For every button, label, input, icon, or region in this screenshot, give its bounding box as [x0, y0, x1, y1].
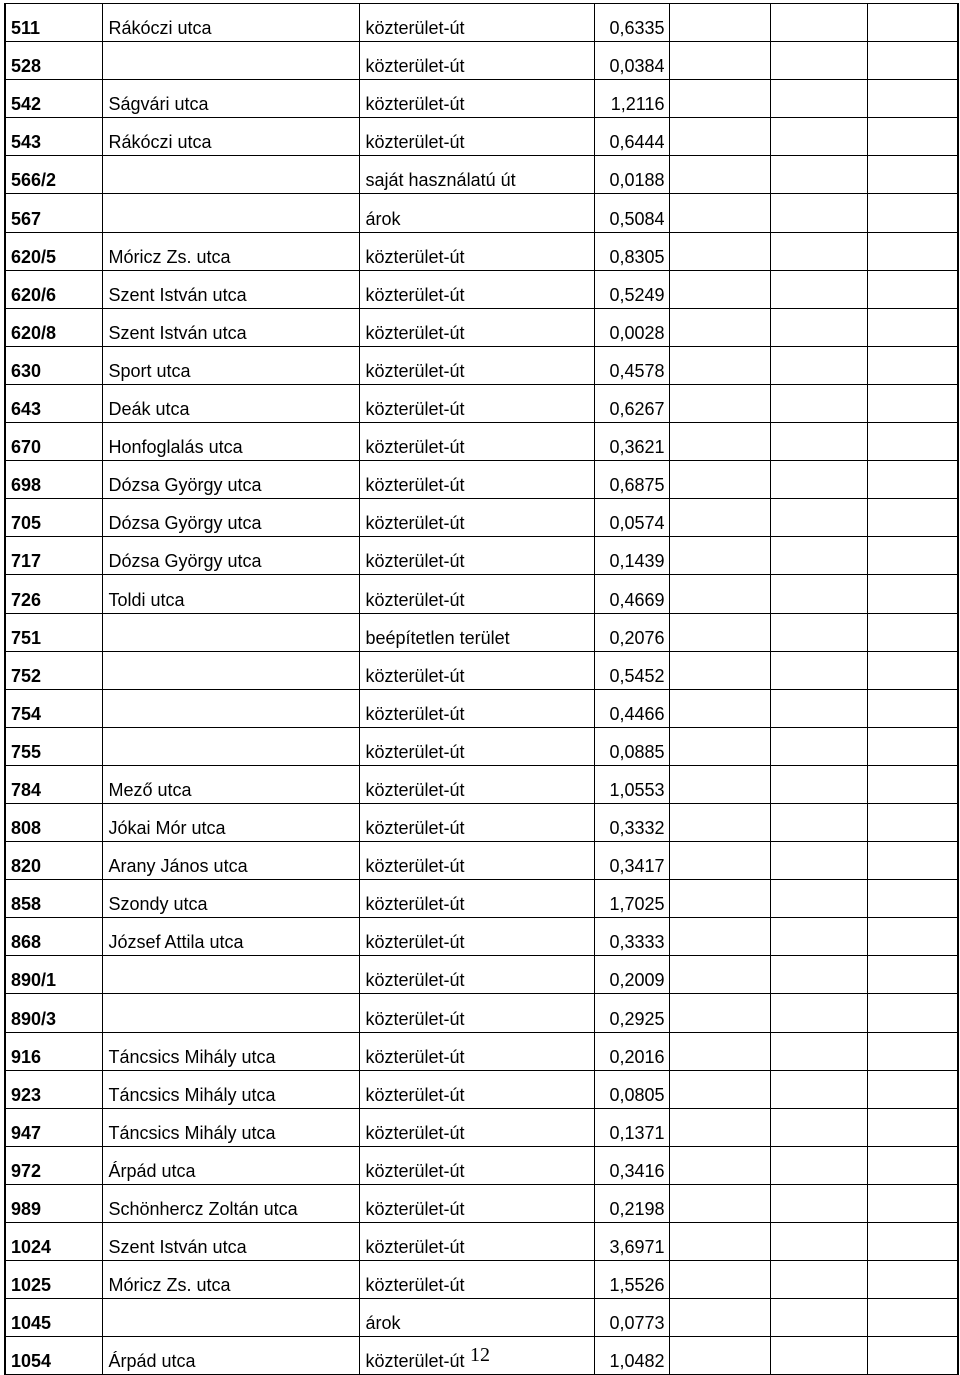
empty-cell — [669, 1146, 770, 1184]
empty-cell — [770, 232, 867, 270]
table-row — [5, 461, 958, 499]
empty-cell — [770, 613, 867, 651]
hrsz-cell: 754 — [5, 689, 102, 727]
empty-cell — [669, 194, 770, 232]
empty-cell — [770, 80, 867, 118]
land-use-cell: közterület-út — [359, 1223, 594, 1261]
area-cell: 0,0773 — [594, 1299, 669, 1337]
empty-cell — [669, 118, 770, 156]
land-use-cell: közterület-út — [359, 1337, 594, 1375]
empty-cell — [770, 461, 867, 499]
street-name-cell — [102, 156, 359, 194]
empty-cell — [669, 727, 770, 765]
empty-cell — [770, 194, 867, 232]
table-row — [5, 727, 958, 765]
street-name-cell — [102, 727, 359, 765]
land-use-cell: közterület-út — [359, 232, 594, 270]
empty-cell — [770, 4, 867, 42]
empty-cell — [867, 880, 958, 918]
street-name-cell: Honfoglalás utca — [102, 423, 359, 461]
area-cell: 0,6335 — [594, 4, 669, 42]
street-name-cell: Táncsics Mihály utca — [102, 1070, 359, 1108]
empty-cell — [669, 156, 770, 194]
hrsz-cell: 923 — [5, 1070, 102, 1108]
parcel-table-body — [5, 4, 958, 1375]
empty-cell — [770, 384, 867, 422]
empty-cell — [867, 1261, 958, 1299]
street-name-cell — [102, 689, 359, 727]
empty-cell — [669, 918, 770, 956]
empty-cell — [867, 384, 958, 422]
table-row — [5, 651, 958, 689]
empty-cell — [669, 1108, 770, 1146]
hrsz-cell: 643 — [5, 384, 102, 422]
area-cell: 0,4466 — [594, 689, 669, 727]
table-row — [5, 918, 958, 956]
area-cell: 1,0553 — [594, 765, 669, 803]
street-name-cell: József Attila utca — [102, 918, 359, 956]
street-name-cell: Arany János utca — [102, 842, 359, 880]
empty-cell — [770, 1146, 867, 1184]
land-use-cell: közterület-út — [359, 461, 594, 499]
hrsz-cell: 947 — [5, 1108, 102, 1146]
table-row — [5, 499, 958, 537]
land-use-cell: közterület-út — [359, 575, 594, 613]
empty-cell — [669, 1223, 770, 1261]
land-use-cell: árok — [359, 1299, 594, 1337]
empty-cell — [867, 156, 958, 194]
area-cell: 0,3333 — [594, 918, 669, 956]
table-row — [5, 1108, 958, 1146]
empty-cell — [867, 80, 958, 118]
area-cell: 0,2009 — [594, 956, 669, 994]
street-name-cell: Táncsics Mihály utca — [102, 1108, 359, 1146]
empty-cell — [867, 765, 958, 803]
table-row — [5, 118, 958, 156]
empty-cell — [867, 613, 958, 651]
street-name-cell: Rákóczi utca — [102, 4, 359, 42]
empty-cell — [770, 956, 867, 994]
area-cell: 0,0384 — [594, 42, 669, 80]
land-use-cell: közterület-út — [359, 499, 594, 537]
hrsz-cell: 620/5 — [5, 232, 102, 270]
empty-cell — [867, 499, 958, 537]
hrsz-cell: 989 — [5, 1184, 102, 1222]
land-use-cell: közterület-út — [359, 956, 594, 994]
table-row — [5, 880, 958, 918]
land-use-cell: közterület-út — [359, 80, 594, 118]
table-row — [5, 1261, 958, 1299]
land-use-cell: közterület-út — [359, 308, 594, 346]
hrsz-cell: 972 — [5, 1146, 102, 1184]
land-use-cell: közterület-út — [359, 918, 594, 956]
empty-cell — [867, 803, 958, 841]
land-use-cell: közterület-út — [359, 4, 594, 42]
empty-cell — [770, 1108, 867, 1146]
table-row — [5, 803, 958, 841]
land-use-cell: közterület-út — [359, 42, 594, 80]
empty-cell — [669, 803, 770, 841]
hrsz-cell: 620/6 — [5, 270, 102, 308]
empty-cell — [770, 651, 867, 689]
area-cell: 0,1439 — [594, 537, 669, 575]
table-row — [5, 232, 958, 270]
area-cell: 0,0805 — [594, 1070, 669, 1108]
area-cell: 0,2198 — [594, 1184, 669, 1222]
table-row — [5, 613, 958, 651]
empty-cell — [770, 880, 867, 918]
empty-cell — [867, 956, 958, 994]
empty-cell — [669, 994, 770, 1032]
land-use-cell: beépítetlen terület — [359, 613, 594, 651]
area-cell: 1,2116 — [594, 80, 669, 118]
area-cell: 0,3621 — [594, 423, 669, 461]
area-cell: 0,3417 — [594, 842, 669, 880]
empty-cell — [867, 1223, 958, 1261]
table-row — [5, 1223, 958, 1261]
area-cell: 0,0028 — [594, 308, 669, 346]
street-name-cell: Szent István utca — [102, 1223, 359, 1261]
hrsz-cell: 511 — [5, 4, 102, 42]
table-row — [5, 1184, 958, 1222]
empty-cell — [669, 613, 770, 651]
area-cell: 0,2016 — [594, 1032, 669, 1070]
empty-cell — [867, 346, 958, 384]
street-name-cell: Árpád utca — [102, 1337, 359, 1375]
area-cell: 1,5526 — [594, 1261, 669, 1299]
area-cell: 0,6267 — [594, 384, 669, 422]
street-name-cell: Rákóczi utca — [102, 118, 359, 156]
hrsz-cell: 528 — [5, 42, 102, 80]
land-use-cell: közterület-út — [359, 803, 594, 841]
empty-cell — [867, 537, 958, 575]
street-name-cell: Schönhercz Zoltán utca — [102, 1184, 359, 1222]
hrsz-cell: 890/3 — [5, 994, 102, 1032]
area-cell: 0,3332 — [594, 803, 669, 841]
empty-cell — [867, 1070, 958, 1108]
empty-cell — [669, 384, 770, 422]
area-cell: 0,4669 — [594, 575, 669, 613]
empty-cell — [770, 575, 867, 613]
table-row — [5, 765, 958, 803]
street-name-cell: Szent István utca — [102, 308, 359, 346]
land-use-cell: közterület-út — [359, 994, 594, 1032]
street-name-cell: Móricz Zs. utca — [102, 232, 359, 270]
hrsz-cell: 755 — [5, 727, 102, 765]
empty-cell — [867, 651, 958, 689]
empty-cell — [770, 423, 867, 461]
empty-cell — [669, 956, 770, 994]
area-cell: 0,3416 — [594, 1146, 669, 1184]
empty-cell — [867, 727, 958, 765]
empty-cell — [867, 918, 958, 956]
empty-cell — [669, 689, 770, 727]
land-use-cell: közterület-út — [359, 880, 594, 918]
street-name-cell: Deák utca — [102, 384, 359, 422]
hrsz-cell: 890/1 — [5, 956, 102, 994]
empty-cell — [669, 232, 770, 270]
empty-cell — [770, 1299, 867, 1337]
hrsz-cell: 542 — [5, 80, 102, 118]
hrsz-cell: 1024 — [5, 1223, 102, 1261]
empty-cell — [770, 842, 867, 880]
hrsz-cell: 670 — [5, 423, 102, 461]
empty-cell — [669, 1299, 770, 1337]
empty-cell — [770, 156, 867, 194]
empty-cell — [669, 42, 770, 80]
street-name-cell — [102, 194, 359, 232]
area-cell: 0,5249 — [594, 270, 669, 308]
empty-cell — [867, 194, 958, 232]
empty-cell — [770, 1261, 867, 1299]
hrsz-cell: 784 — [5, 765, 102, 803]
empty-cell — [669, 1032, 770, 1070]
empty-cell — [669, 499, 770, 537]
empty-cell — [669, 765, 770, 803]
street-name-cell: Jókai Mór utca — [102, 803, 359, 841]
area-cell: 1,0482 — [594, 1337, 669, 1375]
street-name-cell — [102, 42, 359, 80]
area-cell: 1,7025 — [594, 880, 669, 918]
land-use-cell: közterület-út — [359, 1261, 594, 1299]
empty-cell — [770, 308, 867, 346]
street-name-cell: Dózsa György utca — [102, 537, 359, 575]
area-cell: 0,6444 — [594, 118, 669, 156]
empty-cell — [867, 232, 958, 270]
empty-cell — [669, 308, 770, 346]
area-cell: 0,2925 — [594, 994, 669, 1032]
empty-cell — [669, 461, 770, 499]
area-cell: 0,0188 — [594, 156, 669, 194]
empty-cell — [770, 1032, 867, 1070]
land-use-cell: saját használatú út — [359, 156, 594, 194]
hrsz-cell: 916 — [5, 1032, 102, 1070]
empty-cell — [770, 346, 867, 384]
empty-cell — [770, 994, 867, 1032]
land-use-cell: közterület-út — [359, 1184, 594, 1222]
hrsz-cell: 751 — [5, 613, 102, 651]
hrsz-cell: 752 — [5, 651, 102, 689]
table-row — [5, 80, 958, 118]
empty-cell — [867, 1184, 958, 1222]
empty-cell — [867, 994, 958, 1032]
empty-cell — [867, 461, 958, 499]
area-cell: 3,6971 — [594, 1223, 669, 1261]
empty-cell — [669, 880, 770, 918]
area-cell: 0,2076 — [594, 613, 669, 651]
street-name-cell: Mező utca — [102, 765, 359, 803]
hrsz-cell: 726 — [5, 575, 102, 613]
street-name-cell: Ságvári utca — [102, 80, 359, 118]
hrsz-cell: 1045 — [5, 1299, 102, 1337]
hrsz-cell: 1025 — [5, 1261, 102, 1299]
land-use-cell: közterület-út — [359, 727, 594, 765]
empty-cell — [770, 499, 867, 537]
empty-cell — [770, 803, 867, 841]
empty-cell — [867, 689, 958, 727]
empty-cell — [669, 346, 770, 384]
street-name-cell — [102, 1299, 359, 1337]
hrsz-cell: 1054 — [5, 1337, 102, 1375]
empty-cell — [770, 1223, 867, 1261]
empty-cell — [867, 1299, 958, 1337]
area-cell: 0,8305 — [594, 232, 669, 270]
street-name-cell: Szent István utca — [102, 270, 359, 308]
street-name-cell: Móricz Zs. utca — [102, 1261, 359, 1299]
empty-cell — [867, 4, 958, 42]
table-row — [5, 423, 958, 461]
empty-cell — [669, 1070, 770, 1108]
empty-cell — [867, 118, 958, 156]
area-cell: 0,0885 — [594, 727, 669, 765]
land-use-cell: közterület-út — [359, 537, 594, 575]
hrsz-cell: 868 — [5, 918, 102, 956]
empty-cell — [867, 270, 958, 308]
street-name-cell — [102, 956, 359, 994]
table-row — [5, 1299, 958, 1337]
land-use-cell: közterület-út — [359, 842, 594, 880]
table-row — [5, 194, 958, 232]
empty-cell — [770, 1184, 867, 1222]
empty-cell — [669, 842, 770, 880]
empty-cell — [669, 537, 770, 575]
parcel-table — [4, 3, 959, 1375]
hrsz-cell: 820 — [5, 842, 102, 880]
hrsz-cell: 620/8 — [5, 308, 102, 346]
empty-cell — [770, 765, 867, 803]
area-cell: 0,4578 — [594, 346, 669, 384]
street-name-cell: Sport utca — [102, 346, 359, 384]
empty-cell — [770, 270, 867, 308]
land-use-cell: közterület-út — [359, 765, 594, 803]
hrsz-cell: 543 — [5, 118, 102, 156]
street-name-cell: Toldi utca — [102, 575, 359, 613]
table-row — [5, 42, 958, 80]
empty-cell — [770, 42, 867, 80]
table-row — [5, 346, 958, 384]
street-name-cell: Szondy utca — [102, 880, 359, 918]
hrsz-cell: 567 — [5, 194, 102, 232]
land-use-cell: közterület-út — [359, 423, 594, 461]
area-cell: 0,1371 — [594, 1108, 669, 1146]
table-row — [5, 1146, 958, 1184]
empty-cell — [770, 918, 867, 956]
empty-cell — [669, 575, 770, 613]
street-name-cell: Árpád utca — [102, 1146, 359, 1184]
hrsz-cell: 858 — [5, 880, 102, 918]
area-cell: 0,6875 — [594, 461, 669, 499]
table-row — [5, 270, 958, 308]
empty-cell — [867, 575, 958, 613]
land-use-cell: közterület-út — [359, 270, 594, 308]
empty-cell — [867, 1108, 958, 1146]
area-cell: 0,0574 — [594, 499, 669, 537]
table-row — [5, 537, 958, 575]
empty-cell — [770, 537, 867, 575]
hrsz-cell: 566/2 — [5, 156, 102, 194]
land-use-cell: közterület-út — [359, 346, 594, 384]
empty-cell — [867, 423, 958, 461]
empty-cell — [770, 118, 867, 156]
area-cell: 0,5084 — [594, 194, 669, 232]
land-use-cell: közterület-út — [359, 689, 594, 727]
area-cell: 0,5452 — [594, 651, 669, 689]
table-row — [5, 308, 958, 346]
street-name-cell: Táncsics Mihály utca — [102, 1032, 359, 1070]
empty-cell — [770, 1070, 867, 1108]
land-use-cell: közterület-út — [359, 384, 594, 422]
land-use-cell: közterület-út — [359, 118, 594, 156]
table-row — [5, 1070, 958, 1108]
land-use-cell: közterület-út — [359, 1070, 594, 1108]
hrsz-cell: 630 — [5, 346, 102, 384]
empty-cell — [669, 423, 770, 461]
land-use-cell: közterület-út — [359, 1108, 594, 1146]
table-row — [5, 994, 958, 1032]
land-use-cell: közterület-út — [359, 1146, 594, 1184]
empty-cell — [770, 727, 867, 765]
table-row — [5, 4, 958, 42]
street-name-cell: Dózsa György utca — [102, 499, 359, 537]
empty-cell — [867, 1032, 958, 1070]
table-row — [5, 384, 958, 422]
table-row — [5, 956, 958, 994]
street-name-cell — [102, 651, 359, 689]
empty-cell — [669, 270, 770, 308]
table-row — [5, 689, 958, 727]
page-number: 12 — [470, 1344, 490, 1366]
land-use-cell: közterület-út — [359, 1032, 594, 1070]
empty-cell — [669, 1184, 770, 1222]
street-name-cell — [102, 994, 359, 1032]
empty-cell — [669, 80, 770, 118]
hrsz-cell: 808 — [5, 803, 102, 841]
empty-cell — [770, 689, 867, 727]
table-row — [5, 842, 958, 880]
empty-cell — [867, 42, 958, 80]
empty-cell — [669, 1261, 770, 1299]
street-name-cell — [102, 613, 359, 651]
street-name-cell: Dózsa György utca — [102, 461, 359, 499]
land-use-cell: közterület-út — [359, 651, 594, 689]
table-row — [5, 1032, 958, 1070]
empty-cell — [669, 4, 770, 42]
hrsz-cell: 717 — [5, 537, 102, 575]
empty-cell — [669, 651, 770, 689]
table-row — [5, 575, 958, 613]
table-row — [5, 156, 958, 194]
empty-cell — [867, 1146, 958, 1184]
hrsz-cell: 698 — [5, 461, 102, 499]
land-use-cell: árok — [359, 194, 594, 232]
empty-cell — [867, 842, 958, 880]
empty-cell — [867, 308, 958, 346]
hrsz-cell: 705 — [5, 499, 102, 537]
